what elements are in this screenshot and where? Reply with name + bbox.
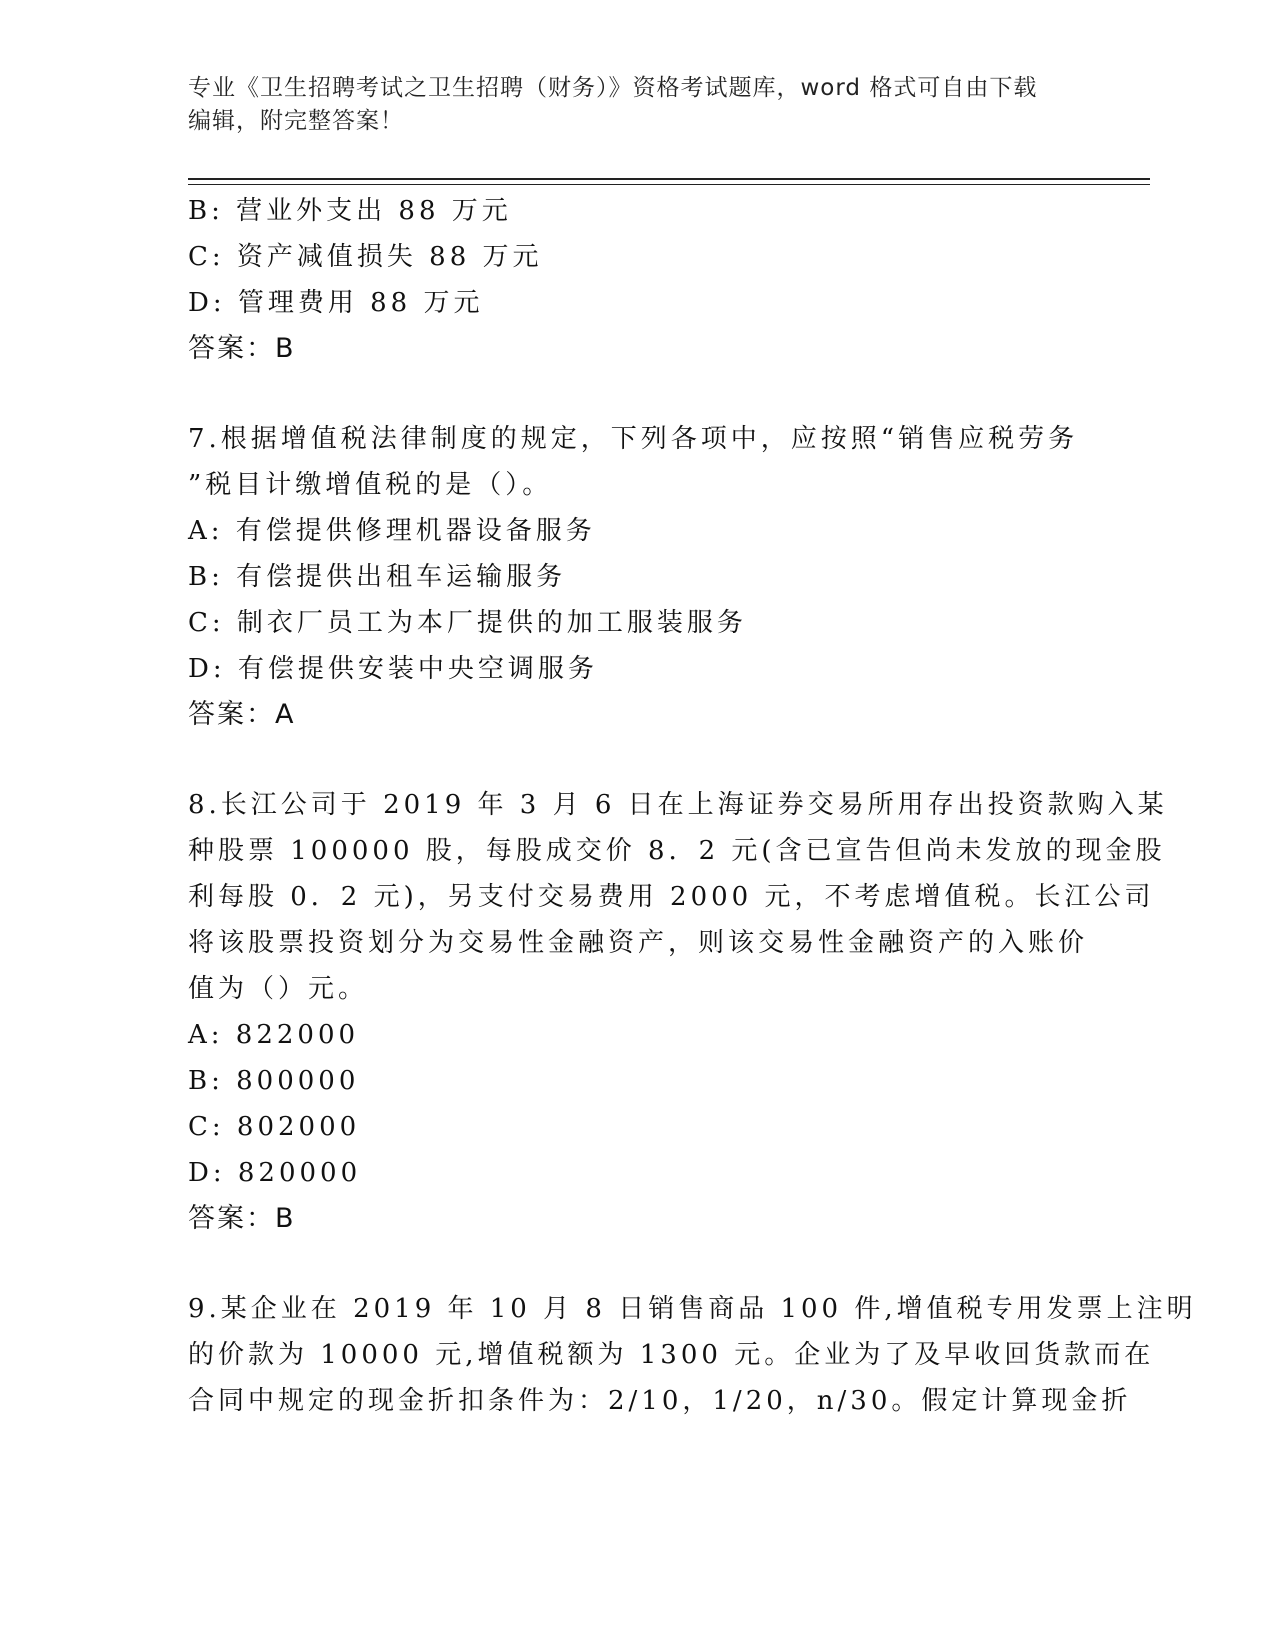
option-c: C: 制衣厂员工为本厂提供的加工服装服务 [188,608,747,638]
header-line-1: 专业《卫生招聘考试之卫生招聘（财务）》资格考试题库，word 格式可自由下载 [188,75,1038,101]
answer-line: 答案：A [188,699,296,730]
question-stem-line: 将该股票投资划分为交易性金融资产，则该交易性金融资产的入账价 [188,928,1089,958]
question-9 [188,1286,1197,1424]
option-a: A: 有偿提供修理机器设备服务 [188,516,596,546]
header-divider [188,178,1150,180]
question-stem-line: 的价款为 10000 元,增值税额为 1300 元。企业为了及早收回货款而在 [188,1340,1155,1370]
question-stem-line: 8.长江公司于 2019 年 3 月 6 日在上海证券交易所用存出投资款购入某 [188,790,1168,820]
option-a: A: 822000 [188,1020,360,1050]
question-stem-line: 7.根据增值税法律制度的规定，下列各项中，应按照“销售应税劳务 [188,424,1079,454]
option-b: B: 营业外支出 88 万元 [188,196,512,226]
option-c: C: 802000 [188,1112,361,1142]
question-6 [188,188,1088,372]
question-stem-line: ”税目计缴增值税的是（）。 [188,470,553,500]
question-8 [188,782,1168,1242]
header-divider-thin [188,184,1150,185]
option-b: B: 有偿提供出租车运输服务 [188,562,567,592]
question-content [188,188,1197,1424]
header-line-2: 编辑，附完整答案！ [188,108,404,134]
option-c: C: 资产减值损失 88 万元 [188,242,543,272]
option-d: D: 管理费用 88 万元 [188,288,484,318]
question-stem-line: 合同中规定的现金折扣条件为：2/10，1/20，n/30。假定计算现金折 [188,1386,1132,1416]
answer-line: 答案：B [188,333,296,364]
question-stem-line: 值为（）元。 [188,974,369,1004]
option-b: B: 800000 [188,1066,360,1096]
document-header [188,72,1088,138]
question-stem-line: 9.某企业在 2019 年 10 月 8 日销售商品 100 件,增值税专用发票上注明 [188,1294,1197,1324]
question-stem-line: 种股票 100000 股，每股成交价 8．2 元(含已宣告但尚未发放的现金股 [188,836,1166,866]
option-d: D: 有偿提供安装中央空调服务 [188,654,598,684]
answer-line: 答案：B [188,1203,296,1234]
question-stem-line: 利每股 0．2 元)，另支付交易费用 2000 元，不考虑增值税。长江公司 [188,882,1155,912]
option-d: D: 820000 [188,1158,362,1188]
question-7 [188,416,1088,738]
